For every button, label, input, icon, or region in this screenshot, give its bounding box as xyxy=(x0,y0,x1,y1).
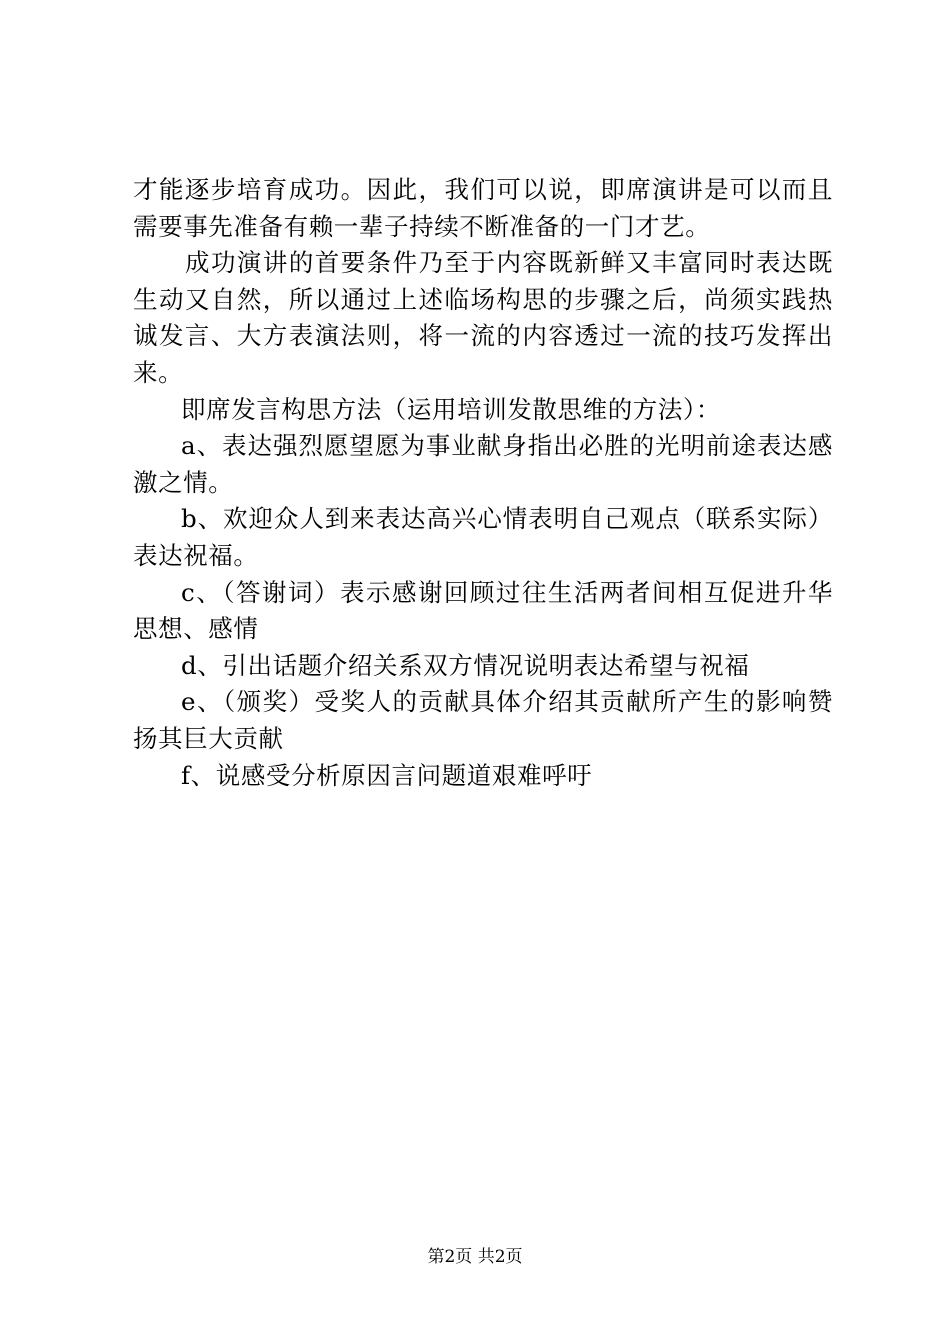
document-body xyxy=(133,172,833,794)
paragraph-continuation: 才能逐步培育成功。因此，我们可以说，即席演讲是可以而且需要事先准备有赖一辈子持续不断准备的一门才艺。 xyxy=(133,175,833,241)
paragraph-success-conditions: 成功演讲的首要条件乃至于内容既新鲜又丰富同时表达既生动又自然，所以通过上述临场构思的步骤之后，尚须实践热诚发言、大方表演法则，将一流的内容透过一流的技巧发挥出来。 xyxy=(133,248,833,387)
list-item-a: a、表达强烈愿望愿为事业献身指出必胜的光明前途表达感激之情。 xyxy=(133,431,833,497)
list-item-c: c、（答谢词）表示感谢回顾过往生活两者间相互促进升华思想、感情 xyxy=(133,577,833,644)
paragraph-method-heading: 即席发言构思方法（运用培训发散思维的方法）： xyxy=(181,394,721,424)
list-item-d: d、引出话题介绍关系双方情况说明表达希望与祝福 xyxy=(181,650,750,680)
list-item-e: e、（颁奖）受奖人的贡献具体介绍其贡献所产生的影响赞扬其巨大贡献 xyxy=(133,687,833,753)
list-item-b: b、欢迎众人到来表达高兴心情表明自己观点（联系实际）表达祝福。 xyxy=(133,504,833,570)
list-item-f: f、说感受分析原因言问题道艰难呼吁 xyxy=(181,760,593,790)
page-number-footer: 第2页 共2页 xyxy=(427,1247,523,1267)
